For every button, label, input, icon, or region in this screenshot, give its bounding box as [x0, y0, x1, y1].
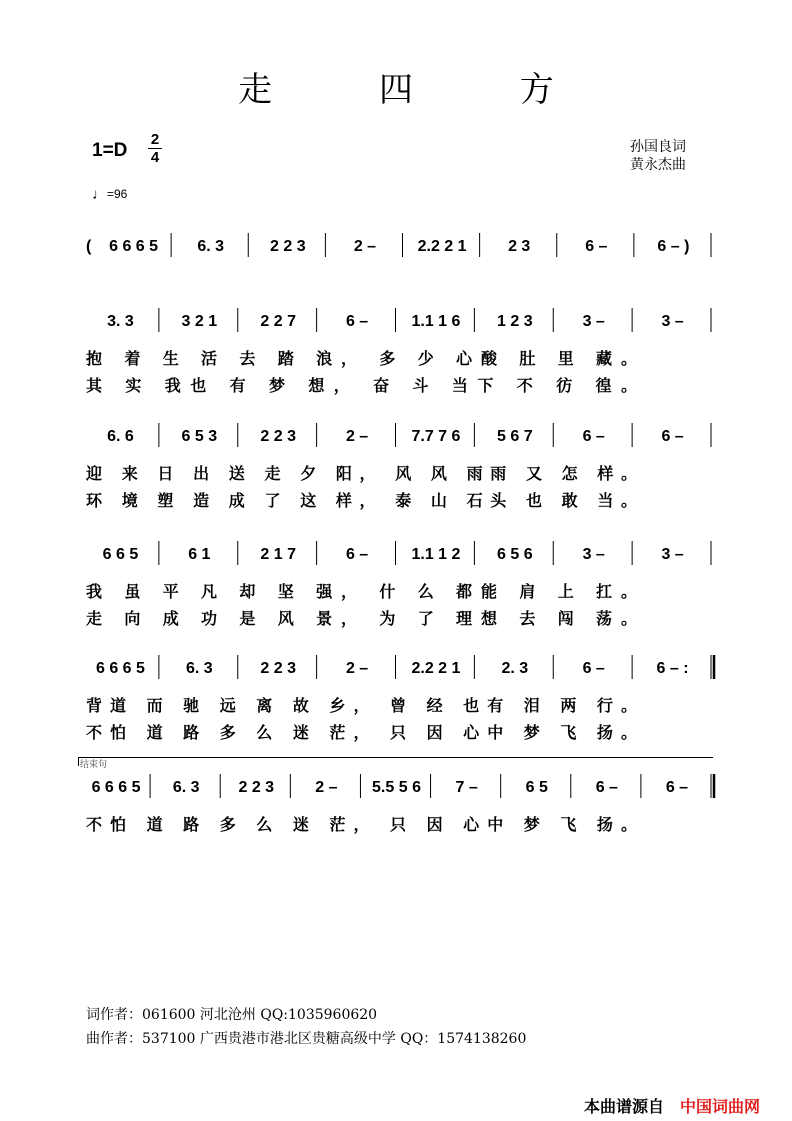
lyric-line: 抱 着 生 活 去 踏 浪， 多 少 心酸 肚 里 藏。	[86, 351, 637, 368]
source-attribution	[584, 1094, 760, 1117]
measure-notes: 6. 6	[107, 428, 134, 445]
measure-notes: 3 2 1	[181, 313, 218, 330]
measure-notes: 6 –	[582, 660, 605, 677]
measure-notes: 3 –	[582, 313, 605, 330]
measure-notes: 6 6 6 5	[91, 779, 141, 796]
measure-notes: 6 –	[345, 313, 369, 330]
lyric-line: 不怕 道 路 多 么 迷 茫， 只 因 心中 梦 飞 扬。	[86, 725, 637, 742]
measure-notes: 2 –	[315, 779, 338, 796]
measure-notes: 2 3	[508, 238, 531, 255]
lyric-line: 走 向 成 功 是 风 景， 为 了 理想 去 闯 荡。	[86, 611, 637, 628]
lyricist-credit: 孙国良词	[630, 139, 686, 155]
measure-notes: 6 – )	[657, 238, 690, 255]
measure-notes: 7.7 7 6	[411, 428, 461, 445]
lyric-line: 背道 而 驰 远 离 故 乡， 曾 经 也有 泪 两 行。	[86, 698, 637, 715]
measure-notes: 2 –	[353, 238, 377, 255]
lyric-line: 其 实 我也 有 梦 想， 奋 斗 当下 不 彷 徨。	[86, 378, 638, 395]
measure-notes: 6 1	[188, 546, 211, 563]
measure-notes: 2 2 3	[260, 660, 296, 677]
key-signature: 1=D	[92, 140, 128, 161]
measure-notes: 3 –	[582, 546, 605, 563]
measure-notes: 6 –	[345, 546, 369, 563]
composer-credit: 黄永杰曲	[630, 157, 686, 173]
measure-notes: 2 2 3	[238, 779, 275, 796]
measure-notes: 6 – :	[656, 660, 689, 677]
measure-notes: 2 –	[345, 660, 369, 677]
lyric-line: 我 虽 平 凡 却 坚 强， 什 么 都能 肩 上 扛。	[86, 584, 637, 601]
measure-notes: 6 –	[661, 428, 684, 445]
measure-notes: 6 6 5	[102, 546, 139, 563]
measure-notes: 2.2 2 1	[417, 238, 467, 255]
refrain-label: 结束句	[80, 760, 108, 770]
measure-notes: 3 –	[661, 313, 684, 330]
measure-notes: 6 –	[585, 238, 608, 255]
source-prefix: 本曲谱源自	[584, 1097, 665, 1116]
measure-notes: 1 2 3	[497, 313, 533, 330]
measure-notes: 3 –	[661, 546, 684, 563]
measure-notes: 6 5 6	[497, 546, 533, 563]
footer-composer-info: 曲作者：537100 广西贵港市港北区贵糖高级中学 QQ：1574138260	[86, 1031, 527, 1047]
measure-notes: 6 –	[582, 428, 605, 445]
measure-notes: 2 1 7	[260, 546, 296, 563]
measure-notes: 2 –	[345, 428, 369, 445]
measure-notes: 1.1 1 2	[411, 546, 461, 563]
measure-notes: 5 6 7	[497, 428, 533, 445]
measure-notes: 1.1 1 6	[411, 313, 461, 330]
measure-notes: 2 2 3	[260, 428, 296, 445]
measure-notes: 6. 3	[197, 238, 225, 255]
measure-notes: 5.5 5 6	[372, 779, 421, 796]
tempo-value: =96	[107, 187, 128, 201]
lyric-line: 环 境 塑 造 成 了 这 样， 泰 山 石头 也 敢 当。	[86, 493, 637, 510]
quarter-note-icon: ♩	[92, 186, 107, 203]
open-paren: (	[86, 238, 92, 255]
time-signature-bottom: 4	[150, 149, 160, 166]
measure-notes: 2.2 2 1	[411, 660, 461, 677]
footer-lyricist-info: 词作者：061600 河北沧州 QQ:1035960620	[86, 1007, 378, 1023]
measure-notes: 6. 3	[172, 779, 200, 796]
measure-notes: 6 5	[525, 779, 548, 796]
measure-notes: 6 6 6 5	[95, 660, 145, 677]
song-title: 走 四 方	[238, 70, 602, 110]
measure-notes: 2 2 7	[260, 313, 296, 330]
measure-notes: 7 –	[455, 779, 478, 796]
measure-notes: 6 6 6 5	[109, 238, 159, 255]
source-brand-link[interactable]: 中国词曲网	[680, 1097, 761, 1116]
measure-notes: 3. 3	[107, 313, 134, 330]
lyric-line: 迎 来 日 出 送 走 夕 阳， 风 风 雨雨 又 怎 样。	[86, 466, 637, 483]
measure-notes: 6 –	[665, 779, 689, 796]
measure-notes: 6 –	[595, 779, 618, 796]
measure-notes: 2. 3	[501, 660, 529, 677]
time-signature-top: 2	[150, 131, 160, 148]
lyric-line: 不怕 道 路 多 么 迷 茫， 只 因 心中 梦 飞 扬。	[86, 817, 637, 834]
measure-notes: 6. 3	[185, 660, 213, 677]
measure-notes: 2 2 3	[270, 238, 306, 255]
measure-notes: 6 5 3	[181, 428, 218, 445]
